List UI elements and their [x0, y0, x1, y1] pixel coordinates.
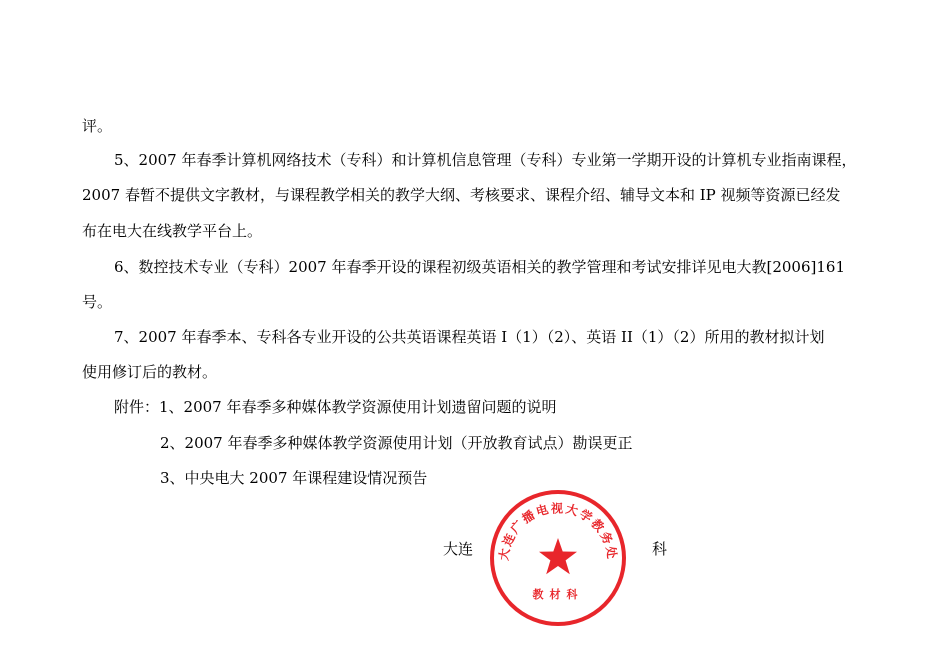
paragraph-line-8: 使用修订后的教材。 [82, 363, 218, 381]
attachment-line-1: 附件：1、2007 年春季多种媒体教学资源使用计划遗留问题的说明 [114, 398, 557, 416]
seal-arc-text: 大连广播电视大学教务处 [496, 501, 620, 562]
attachment-line-2: 2、2007 年春季多种媒体教学资源使用计划（开放教育试点）勘误更正 [160, 434, 633, 452]
paragraph-line-3: 2007 春暂不提供文字教材，与课程教学相关的教学大纲、考核要求、课程介绍、辅导文本和 IP 视频等资源已经发 [82, 186, 841, 204]
paragraph-line-1: 评。 [82, 117, 113, 135]
paragraph-line-7: 7、2007 年春季本、专科各专业开设的公共英语课程英语 I（1）（2）、英语 II（1）（2）所用的教材拟计划 [114, 328, 825, 346]
paragraph-line-4: 布在电大在线教学平台上。 [82, 222, 263, 240]
paragraph-line-2: 5、2007 年春季计算机网络技术（专科）和计算机信息管理（专科）专业第一学期开设的计算机专业指南课程， [114, 151, 857, 169]
signature-right: 科 [652, 540, 668, 558]
paragraph-line-6: 号。 [82, 293, 113, 311]
official-seal-stamp [488, 488, 628, 628]
signature-left: 大连 [443, 540, 474, 558]
seal-bottom-text: 教材科 [532, 588, 584, 601]
attachment-line-3: 3、中央电大 2007 年课程建设情况预告 [160, 469, 428, 487]
paragraph-line-5: 6、数控技术专业（专科）2007 年春季开设的课程初级英语相关的教学管理和考试安排详见电大教[2006]161 [114, 258, 845, 276]
